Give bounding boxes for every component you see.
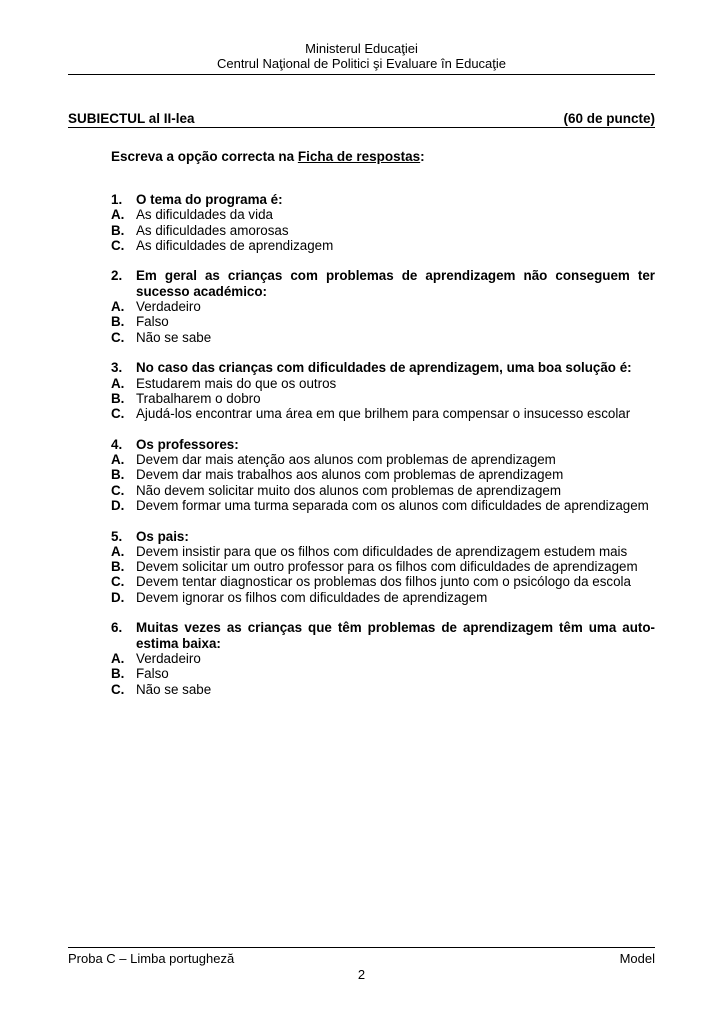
instruction-text xyxy=(111,149,655,164)
option-letter: C. xyxy=(111,406,125,422)
question-number: 4. xyxy=(111,436,123,452)
instruction-prefix: Escreva a opção correcta na xyxy=(111,149,298,164)
question-header xyxy=(111,192,655,207)
instruction-suffix: : xyxy=(420,149,425,164)
option-text: Não se sabe xyxy=(136,329,212,345)
option-row xyxy=(111,207,655,222)
option-row xyxy=(111,299,655,314)
option-letter: C. xyxy=(111,329,125,345)
document-header xyxy=(68,42,655,75)
option-row xyxy=(111,590,655,605)
question-text: Em geral as crianças com problemas de aprendizagem não conseguem ter sucesso académico: xyxy=(136,268,655,299)
option-text: Devem ignorar os filhos com dificuldades de aprendizagem xyxy=(136,589,488,605)
question-header xyxy=(111,437,655,452)
option-row xyxy=(111,314,655,329)
option-row xyxy=(111,330,655,345)
option-text: Falso xyxy=(136,314,169,330)
footer-exam-label: Proba C – Limba portugheză xyxy=(68,951,235,966)
option-text: Devem tentar diagnosticar os problemas dos filhos junto com o psicólogo da escola xyxy=(136,574,631,590)
option-letter: B. xyxy=(111,467,125,483)
question-text: No caso das crianças com dificuldades de aprendizagem, uma boa solução é: xyxy=(136,360,632,376)
question-number: 1. xyxy=(111,192,123,207)
points-label: (60 de puncte) xyxy=(563,111,655,126)
option-row xyxy=(111,574,655,589)
option-text: Devem solicitar um outro professor para os filhos com dificuldades de aprendizagem xyxy=(136,559,638,575)
option-row xyxy=(111,376,655,391)
option-letter: D. xyxy=(111,497,125,513)
option-text: Ajudá-los encontrar uma área em que brilhem para compensar o insucesso escolar xyxy=(136,406,631,422)
option-text: Trabalharem o dobro xyxy=(136,390,261,406)
option-text: Estudarem mais do que os outros xyxy=(136,375,337,391)
page-number: 2 xyxy=(357,967,366,982)
question-header xyxy=(111,360,655,375)
ministry-line: Ministerul Educaţiei xyxy=(305,41,418,56)
question-list xyxy=(111,192,655,697)
option-letter: B. xyxy=(111,222,125,238)
option-letter: A. xyxy=(111,452,125,468)
option-letter: C. xyxy=(111,574,125,590)
footer-model-label: Model xyxy=(619,951,655,966)
question-number: 3. xyxy=(111,360,123,376)
question-block xyxy=(111,360,655,421)
option-letter: A. xyxy=(111,299,125,315)
option-row xyxy=(111,238,655,253)
question-text: O tema do programa é: xyxy=(136,192,283,207)
option-row xyxy=(111,544,655,559)
option-row xyxy=(111,498,655,513)
option-letter: C. xyxy=(111,681,125,697)
option-row xyxy=(111,223,655,238)
subject-title: SUBIECTUL al II-lea xyxy=(68,111,195,126)
option-letter: A. xyxy=(111,543,125,559)
question-block xyxy=(111,620,655,696)
subject-row xyxy=(68,111,655,128)
center-line: Centrul Naţional de Politici şi Evaluare în Educaţie xyxy=(216,55,507,71)
option-text: Verdadeiro xyxy=(136,650,201,666)
option-text: Não devem solicitar muito dos alunos com problemas de aprendizagem xyxy=(136,482,561,498)
option-text: Devem insistir para que os filhos com dificuldades de aprendizagem estudem mais xyxy=(136,543,628,559)
option-text: Verdadeiro xyxy=(136,299,201,315)
option-row xyxy=(111,452,655,467)
question-header xyxy=(111,268,655,299)
option-text: As dificuldades da vida xyxy=(136,207,273,223)
instruction-underlined: Ficha de respostas xyxy=(297,149,421,164)
question-block xyxy=(111,268,655,344)
option-text: Devem dar mais trabalhos aos alunos com problemas de aprendizagem xyxy=(136,467,564,483)
option-row xyxy=(111,651,655,666)
option-letter: B. xyxy=(111,666,125,682)
option-text: Falso xyxy=(136,666,169,682)
option-letter: B. xyxy=(111,559,125,575)
option-letter: A. xyxy=(111,207,125,223)
footer-row xyxy=(68,951,655,966)
option-row xyxy=(111,391,655,406)
option-row xyxy=(111,467,655,482)
question-block xyxy=(111,529,655,605)
question-block xyxy=(111,437,655,513)
option-text: Não se sabe xyxy=(136,681,212,697)
question-header xyxy=(111,529,655,544)
question-number: 2. xyxy=(111,268,123,284)
option-row xyxy=(111,682,655,697)
question-text: Os pais: xyxy=(136,528,189,544)
document-footer xyxy=(68,947,655,982)
question-text: Os professores: xyxy=(136,436,239,452)
option-letter: B. xyxy=(111,390,125,406)
option-letter: B. xyxy=(111,314,125,330)
option-row xyxy=(111,406,655,421)
option-letter: C. xyxy=(111,237,125,253)
option-text: Devem formar uma turma separada com os alunos com dificuldades de aprendizagem xyxy=(136,497,649,513)
question-number: 5. xyxy=(111,528,123,544)
option-row xyxy=(111,666,655,681)
option-row xyxy=(111,559,655,574)
option-text: As dificuldades de aprendizagem xyxy=(136,237,334,253)
question-block xyxy=(111,192,655,253)
option-letter: D. xyxy=(111,589,125,605)
question-text: Muitas vezes as crianças que têm problemas de aprendizagem têm uma auto-estima baixa: xyxy=(136,620,655,651)
question-number: 6. xyxy=(111,620,123,636)
option-text: As dificuldades amorosas xyxy=(136,222,289,238)
question-header xyxy=(111,620,655,651)
option-letter: C. xyxy=(111,482,125,498)
option-letter: A. xyxy=(111,375,125,391)
option-row xyxy=(111,483,655,498)
option-text: Devem dar mais atenção aos alunos com problemas de aprendizagem xyxy=(136,452,556,468)
option-letter: A. xyxy=(111,650,125,666)
